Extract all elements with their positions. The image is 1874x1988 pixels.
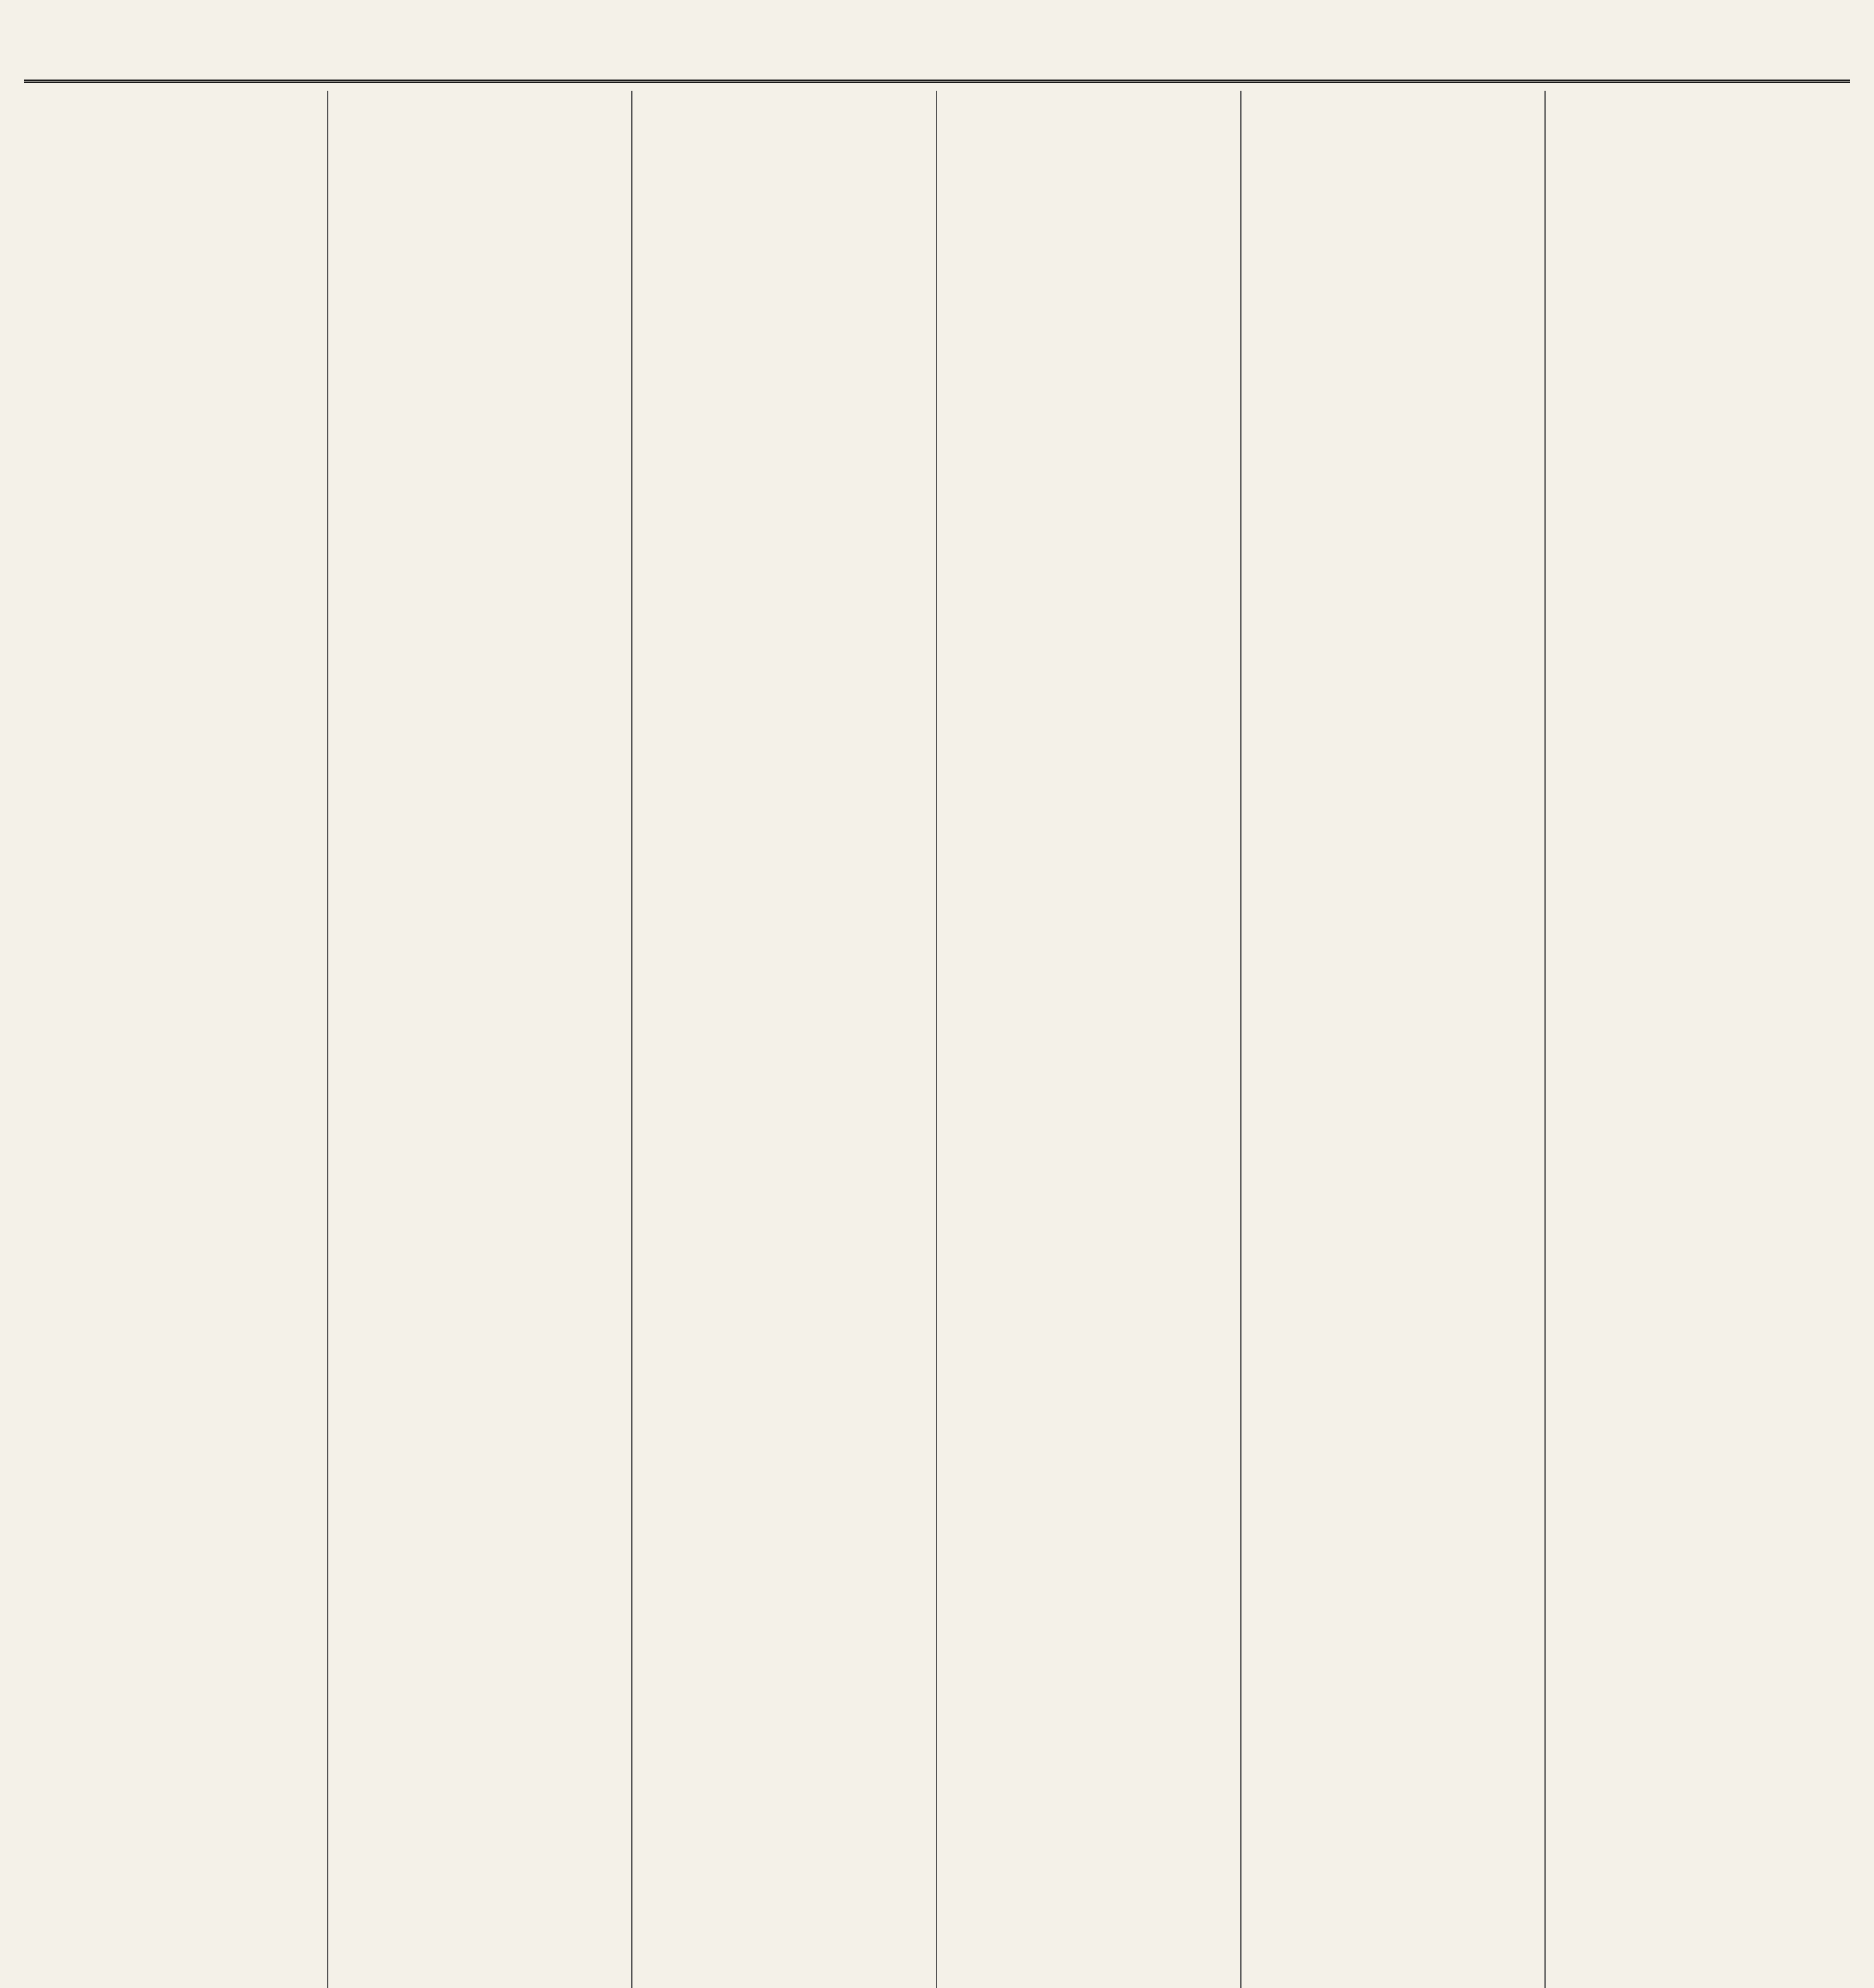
column-grid (24, 91, 1850, 1988)
column-1 (24, 91, 328, 1988)
column-6 (1546, 91, 1850, 1988)
newspaper-page (24, 16, 1850, 1988)
masthead (24, 16, 1850, 83)
column-2 (328, 91, 633, 1988)
column-4 (937, 91, 1242, 1988)
column-5 (1242, 91, 1546, 1988)
column-3 (632, 91, 937, 1988)
